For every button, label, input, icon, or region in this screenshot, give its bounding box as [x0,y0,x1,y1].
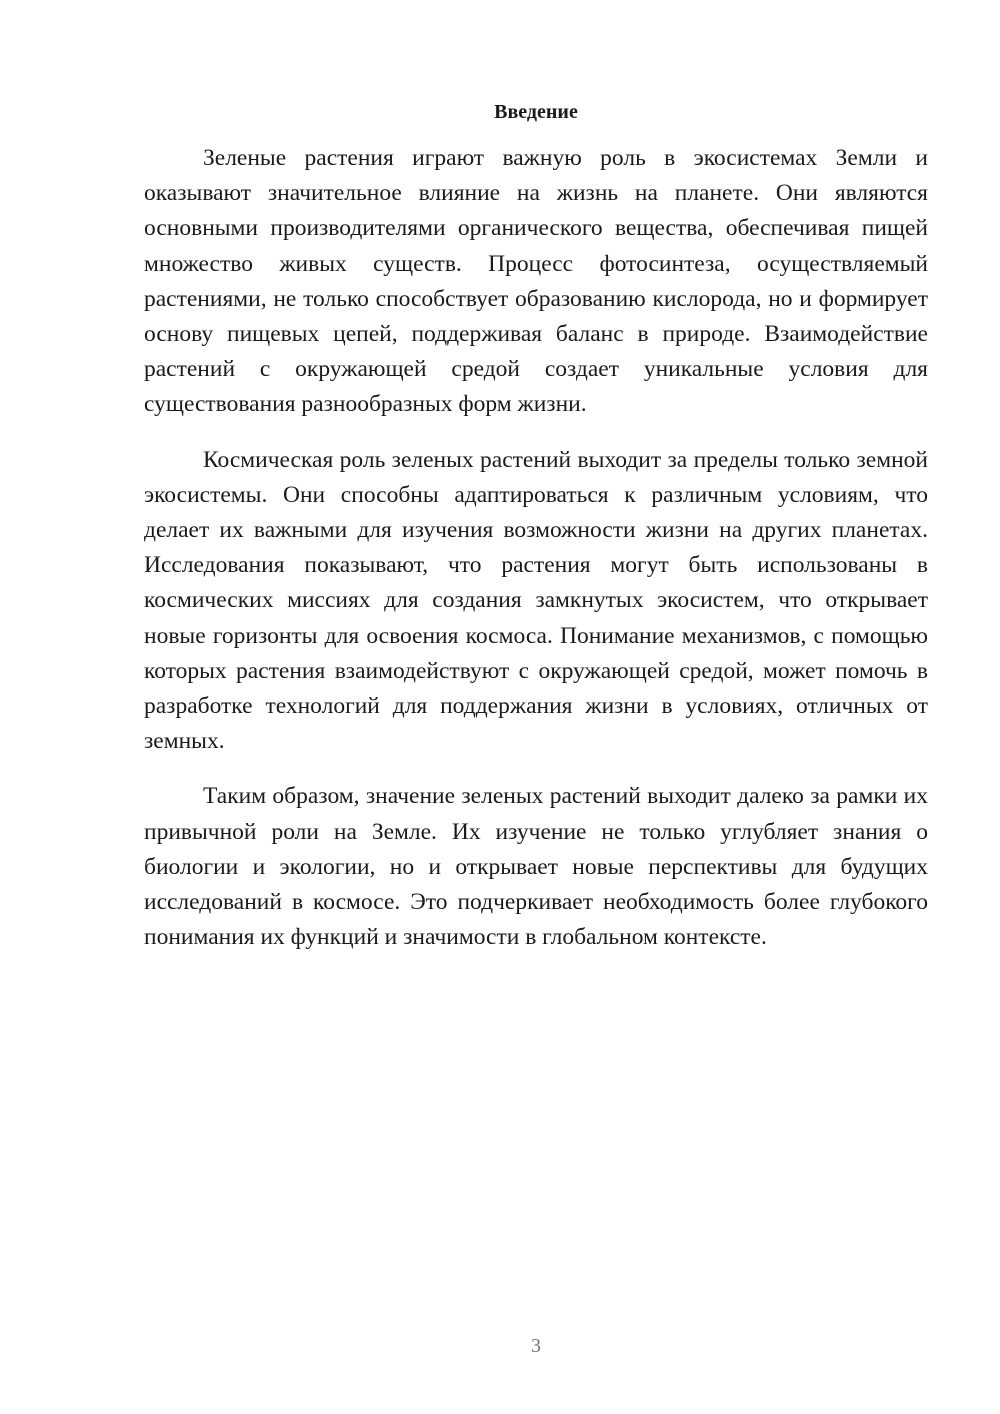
paragraph-2: Космическая роль зеленых растений выходит за пределы только земной экосистемы. Они способны адаптироваться к различным условиям, что делает их важными для изучения возможности жизни на других планетах. Исследования показывают, что растения могут быть использованы в космических миссиях для создания замкнутых экосистем, что открывает новые горизонты для освоения космоса. Понимание механизмов, с помощью которых растения взаимодействуют с окружающей средой, может помочь в разработке технологий для поддержания жизни в условиях, отличных от земных. [144,446,928,755]
document-body [144,141,928,975]
page-number: 3 [531,1335,541,1357]
page-title: Введение [494,101,578,123]
paragraph-3: Таким образом, значение зеленых растений выходит далеко за рамки их привычной роли на Земле. Их изучение не только углубляет знания о биологии и экологии, но и открывает новые перспективы для будущих исследований в космосе. Это подчеркивает необходимость более глубокого понимания их функций и значимости в глобальном контексте. [144,783,928,951]
paragraph-1: Зеленые растения играют важную роль в экосистемах Земли и оказывают значительное влияние на жизнь на планете. Они являются основными производителями органического вещества, обеспечивая пищей множество живых существ. Процесс фотосинтеза, осуществляемый растениями, не только способствует образованию кислорода, но и формирует основу пищевых цепей, поддерживая баланс в природе. Взаимодействие растений с окружающей средой создает уникальные условия для существования разнообразных форм жизни. [144,145,928,418]
